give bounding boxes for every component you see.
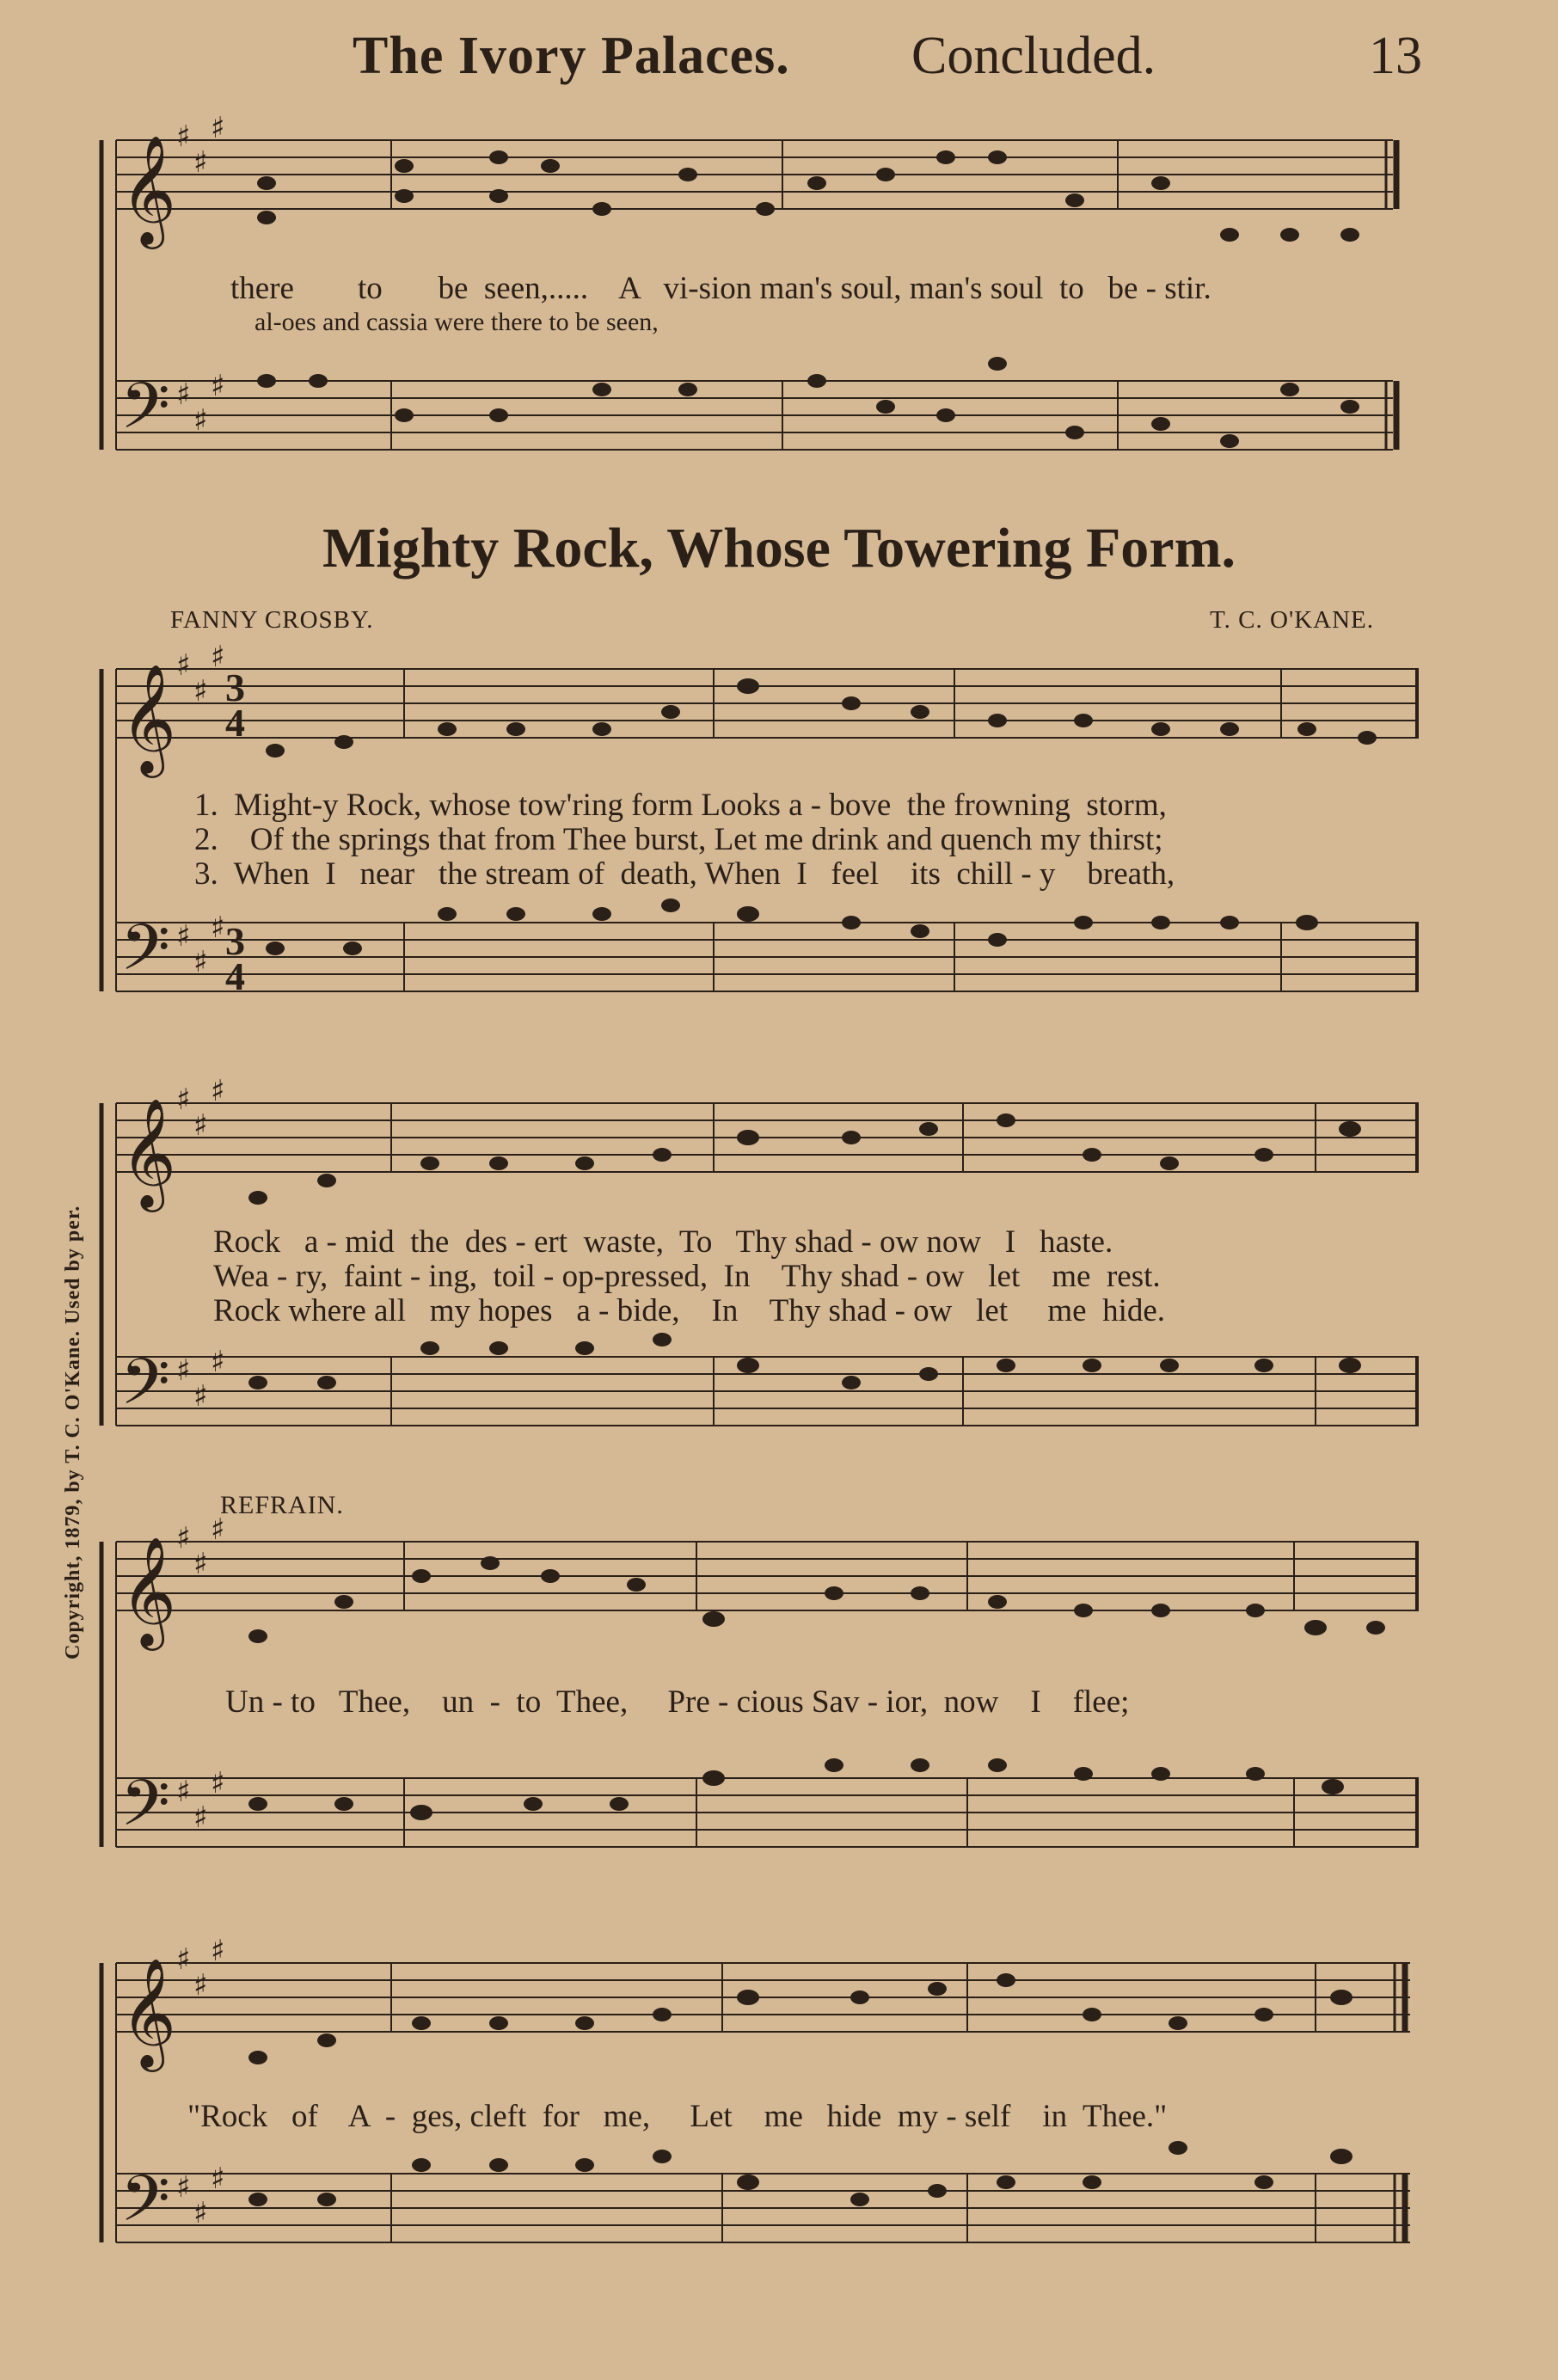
verse-3-line-2: Rock where all my hopes a - bide, In Thy shad - ow let me hide. [213,1293,1166,1328]
svg-text:♯: ♯ [211,1766,225,1800]
staff-bass-s1 [116,923,1419,991]
staff-treble-s2 [116,1103,1419,1172]
svg-text:♯: ♯ [193,674,208,708]
verse-2-line-1: 2. Of the springs that from Thee burst, Let me drink and quench my thirst; [194,822,1163,857]
svg-text:♯: ♯ [193,1108,208,1143]
svg-text:4: 4 [225,701,245,745]
svg-text:♯: ♯ [211,1512,225,1547]
treble-clef-icon: 𝄞 [120,663,177,773]
staff-bass-s2 [116,1357,1419,1426]
staff-bass-s4 [116,2174,1410,2242]
svg-text:♯: ♯ [211,640,225,674]
svg-text:♯: ♯ [176,2170,191,2205]
svg-text:♯: ♯ [176,120,191,154]
svg-text:3: 3 [225,919,245,963]
treble-clef-icon: 𝄞 [120,1097,177,1207]
svg-text:♯: ♯ [176,1942,191,1977]
svg-text:♯: ♯ [211,1345,225,1379]
verse-3-line-1: 3. When I near the stream of death, When I feel its chill - y breath, [194,856,1175,892]
verse-1-line-2: Rock a - mid the des - ert waste, To Thy shad - ow now I haste. [213,1224,1113,1260]
bass-clef-icon: 𝄢 [120,369,170,459]
svg-text:♯: ♯ [176,1775,191,1809]
key-signature-sharps [176,111,224,2230]
page-header-title: The Ivory Palaces. [353,27,790,85]
staff-treble-prev [116,140,1393,209]
svg-text:♯: ♯ [211,111,225,145]
copyright-notice: Copyright, 1879, by T. C. O'Kane. Used by per. [62,1205,84,1659]
hymn-composer: T. C. O'KANE. [1210,606,1374,634]
bass-clef-icon: 𝄢 [120,911,170,1001]
hymn-author: FANNY CROSBY. [170,606,374,634]
svg-text:♯: ♯ [193,1547,208,1581]
svg-text:♯: ♯ [193,2196,208,2230]
treble-clef-icon: 𝄞 [120,1957,177,2067]
staff-treble-s3 [116,1542,1419,1610]
verse-1-line-1: 1. Might-y Rock, whose tow'ring form Looks a - bove the frowning storm, [194,788,1167,823]
staff-bass-s3 [116,1778,1419,1847]
treble-clef-icon: 𝄞 [120,1536,177,1646]
svg-text:♯: ♯ [211,911,225,945]
svg-text:♯: ♯ [193,945,208,979]
noteheads [248,150,1385,2206]
hymn-title: Mighty Rock, Whose Towering Form. [322,517,1236,580]
svg-text:♯: ♯ [176,377,191,412]
svg-text:♯: ♯ [211,2162,225,2196]
bass-clef-icon: 𝄢 [120,1766,170,1856]
svg-text:♯: ♯ [176,1521,191,1555]
page-header-status: Concluded. [911,27,1156,85]
svg-text:♯: ♯ [211,1934,225,1968]
svg-text:♯: ♯ [193,1968,208,2003]
svg-text:♯: ♯ [193,1379,208,1414]
svg-text:♯: ♯ [176,1083,191,1117]
svg-text:♯: ♯ [176,648,191,683]
svg-text:♯: ♯ [211,369,225,403]
refrain-lyric-2: "Rock of A - ges, cleft for me, Let me hide my - self in Thee." [187,2099,1168,2134]
svg-text:3: 3 [225,666,245,709]
page-number: 13 [1369,27,1422,85]
svg-text:♯: ♯ [193,1800,208,1835]
treble-clef-icon: 𝄞 [120,134,177,244]
bass-clef-icon: 𝄢 [120,1345,170,1435]
staff-treble-s4 [116,1963,1410,2032]
staff-bass-prev [116,381,1393,450]
svg-text:♯: ♯ [193,403,208,438]
svg-text:♯: ♯ [176,1353,191,1388]
refrain-label: REFRAIN. [220,1491,344,1519]
prev-hymn-lyric: there to be seen,..... A vi-sion man's soul, man's soul to be - stir. [230,271,1211,306]
svg-text:4: 4 [225,954,245,998]
prev-hymn-alt-lyric: al-oes and cassia were there to be seen, [255,308,659,336]
svg-text:♯: ♯ [193,145,208,180]
svg-text:♯: ♯ [176,919,191,954]
bass-clef-icon: 𝄢 [120,2162,170,2252]
svg-text:♯: ♯ [211,1074,225,1108]
refrain-lyric-1: Un - to Thee, un - to Thee, Pre - cious Sav - ior, now I flee; [225,1684,1130,1720]
verse-2-line-2: Wea - ry, faint - ing, toil - op-pressed, In Thy shad - ow let me rest. [213,1259,1161,1294]
